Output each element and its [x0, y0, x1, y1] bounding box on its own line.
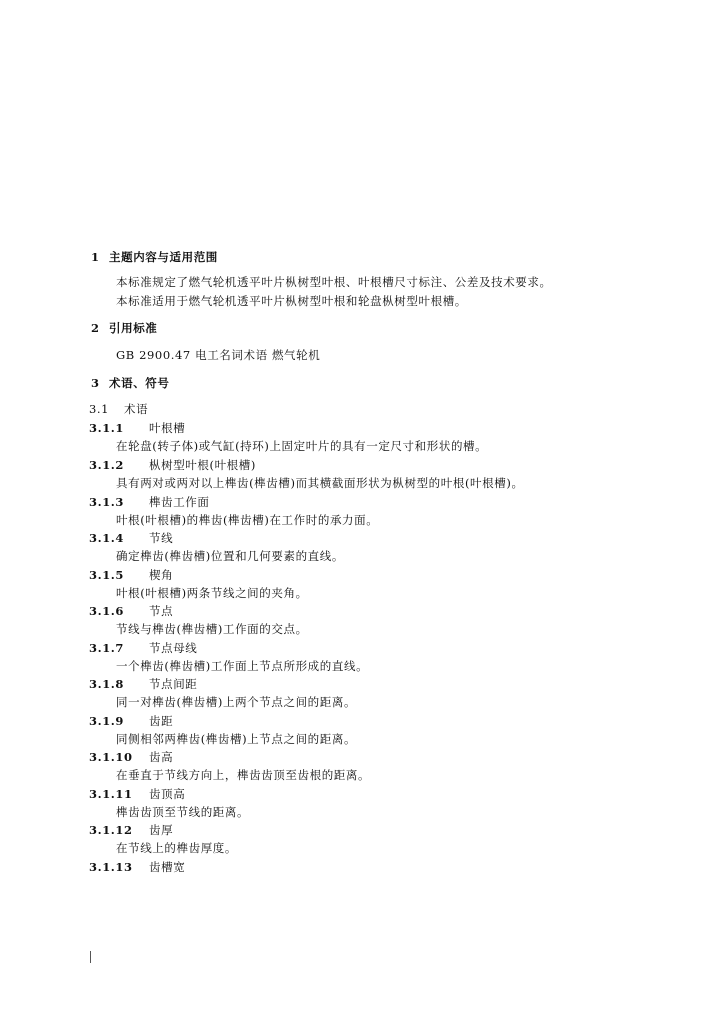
subsection-number: 3.1: [89, 402, 110, 416]
definition-text: 同侧相邻两榫齿(榫齿槽)上节点之间的距离。: [116, 732, 357, 746]
section-title: 主题内容与适用范围: [109, 250, 218, 264]
definition-text: 具有两对或两对以上榫齿(榫齿槽)而其横截面形状为枞树型的叶根(叶根槽)。: [116, 476, 524, 490]
term-title: 齿高: [149, 750, 174, 764]
term-title: 齿顶高: [149, 787, 186, 801]
term-title: 叶根槽: [149, 421, 186, 435]
term-number: 3.1.3: [89, 495, 125, 509]
page-margin-mark: [90, 951, 91, 963]
term-number: 3.1.4: [89, 531, 125, 545]
section-number: 3: [91, 376, 100, 390]
definition-text: 叶根(叶根槽)的榫齿(榫齿槽)在工作时的承力面。: [116, 513, 379, 527]
term-title: 榫齿工作面: [149, 495, 210, 509]
term-number: 3.1.5: [89, 568, 125, 582]
term-number: 3.1.1: [89, 421, 125, 435]
paragraph-text: 本标准适用于燃气轮机透平叶片枞树型叶根和轮盘枞树型叶根槽。: [116, 294, 467, 308]
term-number: 3.1.7: [89, 641, 125, 655]
term-title: 节点: [149, 604, 174, 618]
paragraph-text: 本标准规定了燃气轮机透平叶片枞树型叶根、叶根槽尺寸标注、公差及技术要求。: [116, 275, 552, 289]
term-number: 3.1.8: [89, 677, 125, 691]
subsection-title: 术语: [124, 402, 149, 416]
definition-text: 同一对榫齿(榫齿槽)上两个节点之间的距离。: [116, 695, 357, 709]
section-number: 2: [91, 321, 100, 335]
term-title: 节点间距: [149, 677, 198, 691]
definition-text: 榫齿齿顶至节线的距离。: [116, 805, 250, 819]
term-number: 3.1.9: [89, 714, 125, 728]
definition-text: 叶根(叶根槽)两条节线之间的夹角。: [116, 586, 308, 600]
section-title: 术语、符号: [109, 376, 170, 390]
definition-text: 一个榫齿(榫齿槽)工作面上节点所形成的直线。: [116, 659, 369, 673]
term-number: 3.1.11: [89, 787, 133, 801]
term-number: 3.1.12: [89, 823, 133, 837]
section-number: 1: [91, 250, 100, 264]
section-title: 引用标准: [109, 321, 158, 335]
term-title: 枞树型叶根(叶根槽): [149, 458, 256, 472]
term-number: 3.1.13: [89, 860, 133, 874]
term-title: 楔角: [149, 568, 174, 582]
definition-text: 在节线上的榫齿厚度。: [116, 841, 237, 855]
term-title: 齿厚: [149, 823, 174, 837]
term-number: 3.1.6: [89, 604, 125, 618]
definition-text: 确定榫齿(榫齿槽)位置和几何要素的直线。: [116, 549, 344, 563]
term-title: 节线: [149, 531, 174, 545]
term-number: 3.1.2: [89, 458, 125, 472]
term-title: 齿距: [149, 714, 174, 728]
term-number: 3.1.10: [89, 750, 133, 764]
definition-text: 节线与榫齿(榫齿槽)工作面的交点。: [116, 622, 308, 636]
definition-text: 在轮盘(转子体)或气缸(持环)上固定叶片的具有一定尺寸和形状的槽。: [116, 439, 488, 453]
term-title: 节点母线: [149, 641, 198, 655]
definition-text: 在垂直于节线方向上，榫齿齿顶至齿根的距离。: [116, 768, 371, 782]
paragraph-text: GB 2900.47 电工名词术语 燃气轮机: [116, 348, 321, 362]
term-title: 齿槽宽: [149, 860, 186, 874]
